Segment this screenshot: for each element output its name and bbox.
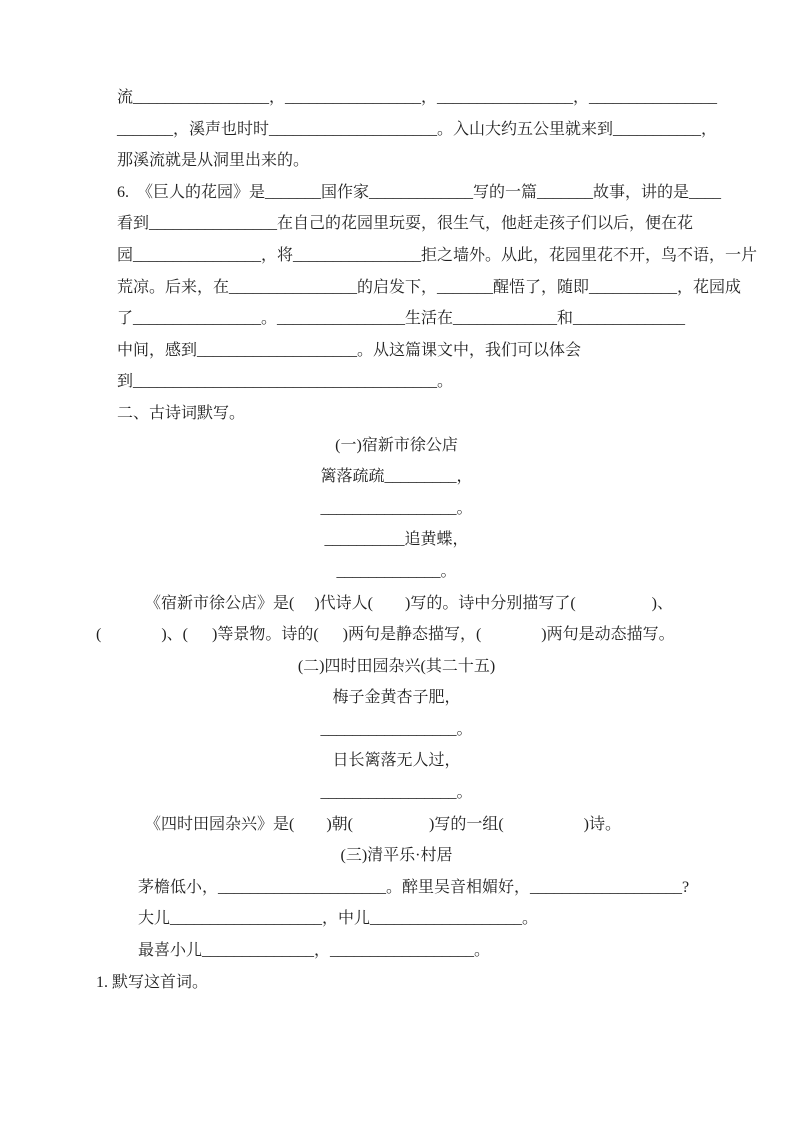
q6-line-1: 6. 《巨人的花园》是_______国作家_____________写的一篇_______故事，讲的是____ bbox=[117, 183, 722, 201]
poem-1-verse-1: 篱落疏疏_________， bbox=[320, 468, 473, 486]
poem-1-verse-2: _________________。 bbox=[320, 499, 473, 517]
task-1-dictation-label: 1. 默写这首词。 bbox=[96, 973, 209, 991]
poem-3-verse-3: 最喜小儿______________，__________________。 bbox=[138, 942, 491, 960]
poem-1-question-line-1: 《宿新市徐公店》是( )代诗人( )写的。诗中分别描写了( )、 bbox=[145, 594, 673, 612]
q5-continuation-line-3: 那溪流就是从洞里出来的。 bbox=[117, 152, 310, 170]
poem-2-verse-1: 梅子金黄杏子肥， bbox=[332, 689, 461, 707]
poem-3-verse-2: 大儿___________________，中儿___________________。 bbox=[138, 910, 539, 928]
q5-continuation-line-2: _______，溪声也时时_____________________。入山大约五公里就来到___________， bbox=[117, 120, 718, 138]
poem-2-verse-3: 日长篱落无人过， bbox=[332, 752, 461, 770]
section-2-heading: 二、古诗词默写。 bbox=[117, 404, 246, 422]
poem-3-verse-1: 茅檐低小，_____________________。醉里吴音相媚好，___________________? bbox=[138, 878, 690, 896]
q6-line-4: 荒凉。后来，在________________的启发下，_______醒悟了，随即___________，花园成 bbox=[117, 278, 742, 296]
q6-line-2: 看到________________在自己的花园里玩耍，很生气，他赶走孩子们以后，便在花 bbox=[117, 215, 694, 233]
q6-line-7: 到______________________________________。 bbox=[117, 373, 454, 391]
poem-2-verse-2: _________________。 bbox=[320, 720, 473, 738]
q6-line-5: 了________________。________________生活在_____________和______________ bbox=[117, 310, 686, 328]
poem-1-question-line-2: ( )、( )等景物。诗的( )两句是静态描写，( )两句是动态描写。 bbox=[96, 626, 675, 644]
poem-1-verse-4: _____________。 bbox=[336, 562, 457, 580]
poem-2-verse-4: _________________。 bbox=[320, 784, 473, 802]
poem-2-question: 《四时田园杂兴》是( )朝( )写的一组( )诗。 bbox=[145, 815, 621, 833]
q6-line-3: 园________________，将________________拒之墙外。从此，花园里花不开，鸟不语，一片 bbox=[117, 246, 758, 264]
q6-line-6: 中间，感到____________________。从这篇课文中，我们可以体会 bbox=[117, 341, 582, 359]
poem-3-title: (三)清平乐·村居 bbox=[340, 847, 453, 865]
poem-1-verse-3: __________追黄蝶， bbox=[324, 531, 469, 549]
poem-2-title: (二)四时田园杂兴(其二十五) bbox=[297, 657, 496, 675]
q5-continuation-line-1: 流_________________，_________________，_________________，________________ bbox=[117, 89, 717, 106]
poem-1-title: (一)宿新市徐公店 bbox=[335, 436, 458, 454]
